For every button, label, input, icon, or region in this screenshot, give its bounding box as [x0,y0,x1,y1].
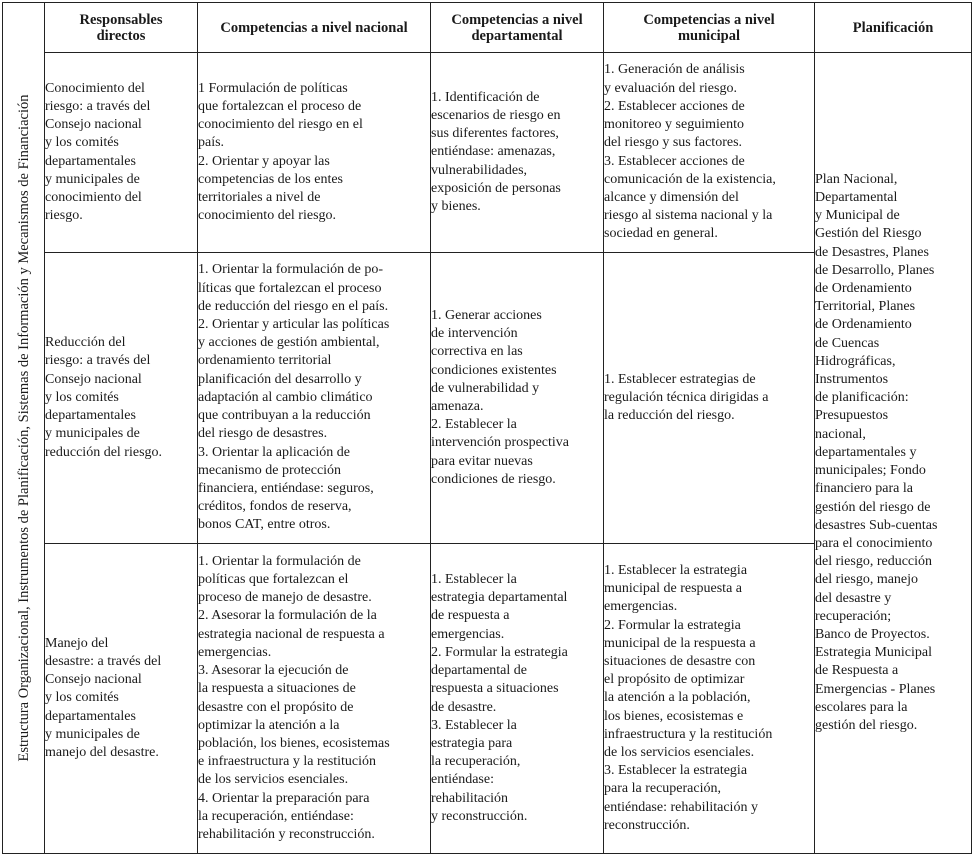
row-conocimiento-responsable: Conocimiento del riesgo: a través del Consejo nacional y los comités departamentales y municipales de conocimiento del riesgo. [45,53,198,253]
table-row [3,53,972,253]
header-nacional: Competencias a nivel nacional [198,3,431,53]
row-reduccion-responsable: Reducción del riesgo: a través del Consejo nacional y los comités departamentales y municipales de reducción del riesgo. [45,253,198,544]
row-manejo-responsable: Manejo del desastre: a través del Consejo nacional y los comités departamentales y municipales de manejo del desastre. [45,544,198,854]
row-conocimiento-departamental: 1. Identificación de escenarios de riesgo en sus diferentes factores, entiéndase: amenazas, vulnerabilidades, exposición de personas y bienes. [431,53,604,253]
row-reduccion-municipal: 1. Establecer estrategias de regulación técnica dirigidas a la reducción del riesgo. [604,253,815,544]
header-municipal: Competencias a nivel municipal [604,3,815,53]
header-responsables: Responsables directos [45,3,198,53]
side-label-cell [3,3,45,854]
row-reduccion-departamental: 1. Generar acciones de intervención correctiva en las condiciones existentes de vulnerabilidad y amenaza. 2. Establecer la intervención prospectiva para evitar nuevas condiciones de riesgo. [431,253,604,544]
header-row [3,3,972,53]
row-reduccion-nacional: 1. Orientar la formulación de po- líticas que fortalezcan el proceso de reducción del riesgo en el país. 2. Orientar y articular las políticas y acciones de gestión ambiental, ordenamiento territorial planificación del desarrollo y adaptación al cambio climático que contribuyan a la reducción del riesgo de desastres. 3. Orientar la aplicación de mecanismo de protección financiera, entiéndase: seguros, créditos, fondos de reserva, bonos CAT, entre otros. [198,253,431,544]
row-manejo-nacional: 1. Orientar la formulación de políticas que fortalezcan el proceso de manejo de desastre. 2. Asesorar la formulación de la estrategia nacional de respuesta a emergencias. 3. Asesorar la ejecución de la respuesta a situaciones de desastre con el propósito de optimizar la atención a la población, los bienes, ecosistemas e infraestructura y la restitución de los servicios esenciales. 4. Orientar la preparación para la recuperación, entiéndase: rehabilitación y reconstrucción. [198,544,431,854]
row-manejo-municipal: 1. Establecer la estrategia municipal de respuesta a emergencias. 2. Formular la estrategia municipal de la respuesta a situaciones de desastre con el propósito de optimizar la atención a la población, los bienes, ecosistemas e infraestructura y la restitución de los servicios esenciales. 3. Establecer la estrategia para la recuperación, entiéndase: rehabilitación y reconstrucción. [604,544,815,854]
row-manejo-departamental: 1. Establecer la estrategia departamental de respuesta a emergencias. 2. Formular la estrategia departamental de respuesta a situaciones de desastre. 3. Establecer la estrategia para la recuperación, entiéndase: rehabilitación y reconstrucción. [431,544,604,854]
row-conocimiento-municipal: 1. Generación de análisis y evaluación del riesgo. 2. Establecer acciones de monitoreo y seguimiento del riesgo y sus factores. 3. Establecer acciones de comunicación de la existencia, alcance y dimensión del riesgo al sistema nacional y la sociedad en general. [604,53,815,253]
side-label: Estructura Organizacional, Instrumentos de Planificación, Sistemas de Información y Mecanismos de Financiación [15,94,32,762]
planificacion-cell: Plan Nacional, Departamental y Municipal de Gestión del Riesgo de Desastres, Planes de Desarrollo, Planes de Ordenamiento Territorial, Planes de Ordenamiento de Cuencas Hidrográficas, Instrumentos de planificación: Presupuestos nacional, departamentales y municipales; Fondo financiero para la gestión del riesgo de desastres Sub-cuentas para el conocimiento del riesgo, reducción del riesgo, manejo del desastre y recuperación; Banco de Proyectos. Estrategia Municipal de Respuesta a Emergencias - Planes escolares para la gestión del riesgo. [815,53,972,854]
row-conocimiento-nacional: 1 Formulación de políticas que fortalezcan el proceso de conocimiento del riesgo en el país. 2. Orientar y apoyar las competencias de los entes territoriales a nivel de conocimiento del riesgo. [198,53,431,253]
risk-management-table [2,2,972,854]
header-planificacion: Planificación [815,3,972,53]
header-departamental: Competencias a nivel departamental [431,3,604,53]
